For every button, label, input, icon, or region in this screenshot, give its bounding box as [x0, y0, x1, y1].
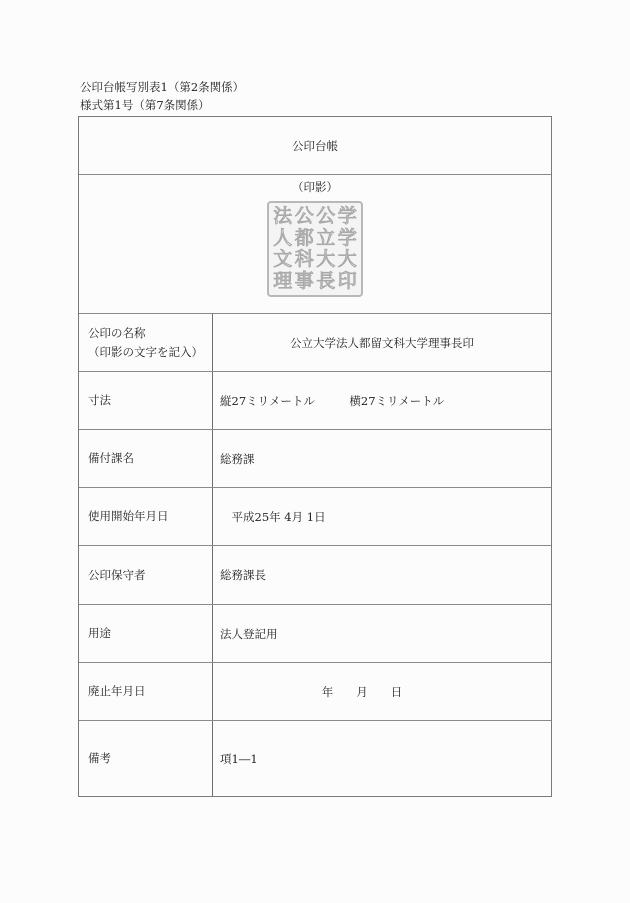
row-department — [79, 430, 551, 488]
seal-char: 法 — [273, 205, 293, 228]
start-date-label: 使用開始年月日 — [79, 488, 213, 545]
seal-ledger-table — [78, 116, 552, 797]
seal-char: 印 — [337, 269, 357, 292]
start-date-value: 平成25年 4月 1日 — [220, 509, 326, 524]
seal-char: 公 — [294, 205, 314, 228]
row-start-date — [79, 488, 551, 546]
purpose-value: 法人登記用 — [220, 626, 278, 641]
seal-imprint-icon — [267, 201, 363, 297]
seal-char: 人 — [273, 226, 293, 249]
seal-char: 理 — [273, 269, 293, 292]
row-abolition-date — [79, 663, 551, 721]
remarks-label: 備考 — [79, 721, 213, 796]
row-seal-name — [79, 314, 551, 372]
remarks-value: 項1―1 — [220, 751, 258, 766]
department-value: 総務課 — [220, 451, 255, 466]
custodian-value: 総務課長 — [220, 568, 266, 582]
custodian-label: 公印保守者 — [79, 546, 213, 604]
seal-imprint-label: （印影） — [292, 180, 338, 194]
seal-imprint-row — [79, 175, 551, 314]
row-purpose — [79, 605, 551, 663]
seal-name-value: 公立大学法人都留文科大学理事長印 — [290, 335, 474, 350]
seal-char: 立 — [316, 226, 336, 249]
seal-char: 事 — [294, 269, 314, 292]
seal-char: 公 — [316, 205, 336, 228]
row-remarks — [79, 721, 551, 796]
form-number-heading: 様式第1号（第7条関係） — [80, 98, 210, 112]
dimensions-value: 縦27ミリメートル 横27ミリメートル — [220, 393, 445, 408]
seal-name-label — [79, 314, 213, 371]
ledger-title-row — [79, 117, 551, 175]
ledger-title: 公印台帳 — [292, 139, 338, 153]
seal-char: 都 — [294, 226, 314, 249]
seal-char: 長 — [316, 269, 336, 292]
seal-char: 科 — [294, 248, 314, 271]
row-custodian — [79, 546, 551, 605]
department-label: 備付課名 — [79, 430, 213, 487]
seal-char: 大 — [316, 248, 336, 271]
abolition-date-label: 廃止年月日 — [79, 663, 213, 720]
form-annex-heading: 公印台帳写別表1（第2条関係） — [80, 80, 245, 94]
purpose-label: 用途 — [79, 605, 213, 662]
seal-name-label-line1: 公印の名称 — [88, 325, 146, 340]
seal-char: 学 — [337, 205, 357, 228]
row-dimensions — [79, 372, 551, 430]
seal-char: 文 — [273, 248, 293, 271]
dimensions-label: 寸法 — [79, 372, 213, 429]
seal-char: 学 — [337, 226, 357, 249]
seal-char: 大 — [337, 248, 357, 271]
seal-name-label-line2: （印影の文字を記入） — [88, 344, 203, 359]
abolition-date-value: 年 月 日 — [321, 684, 403, 699]
